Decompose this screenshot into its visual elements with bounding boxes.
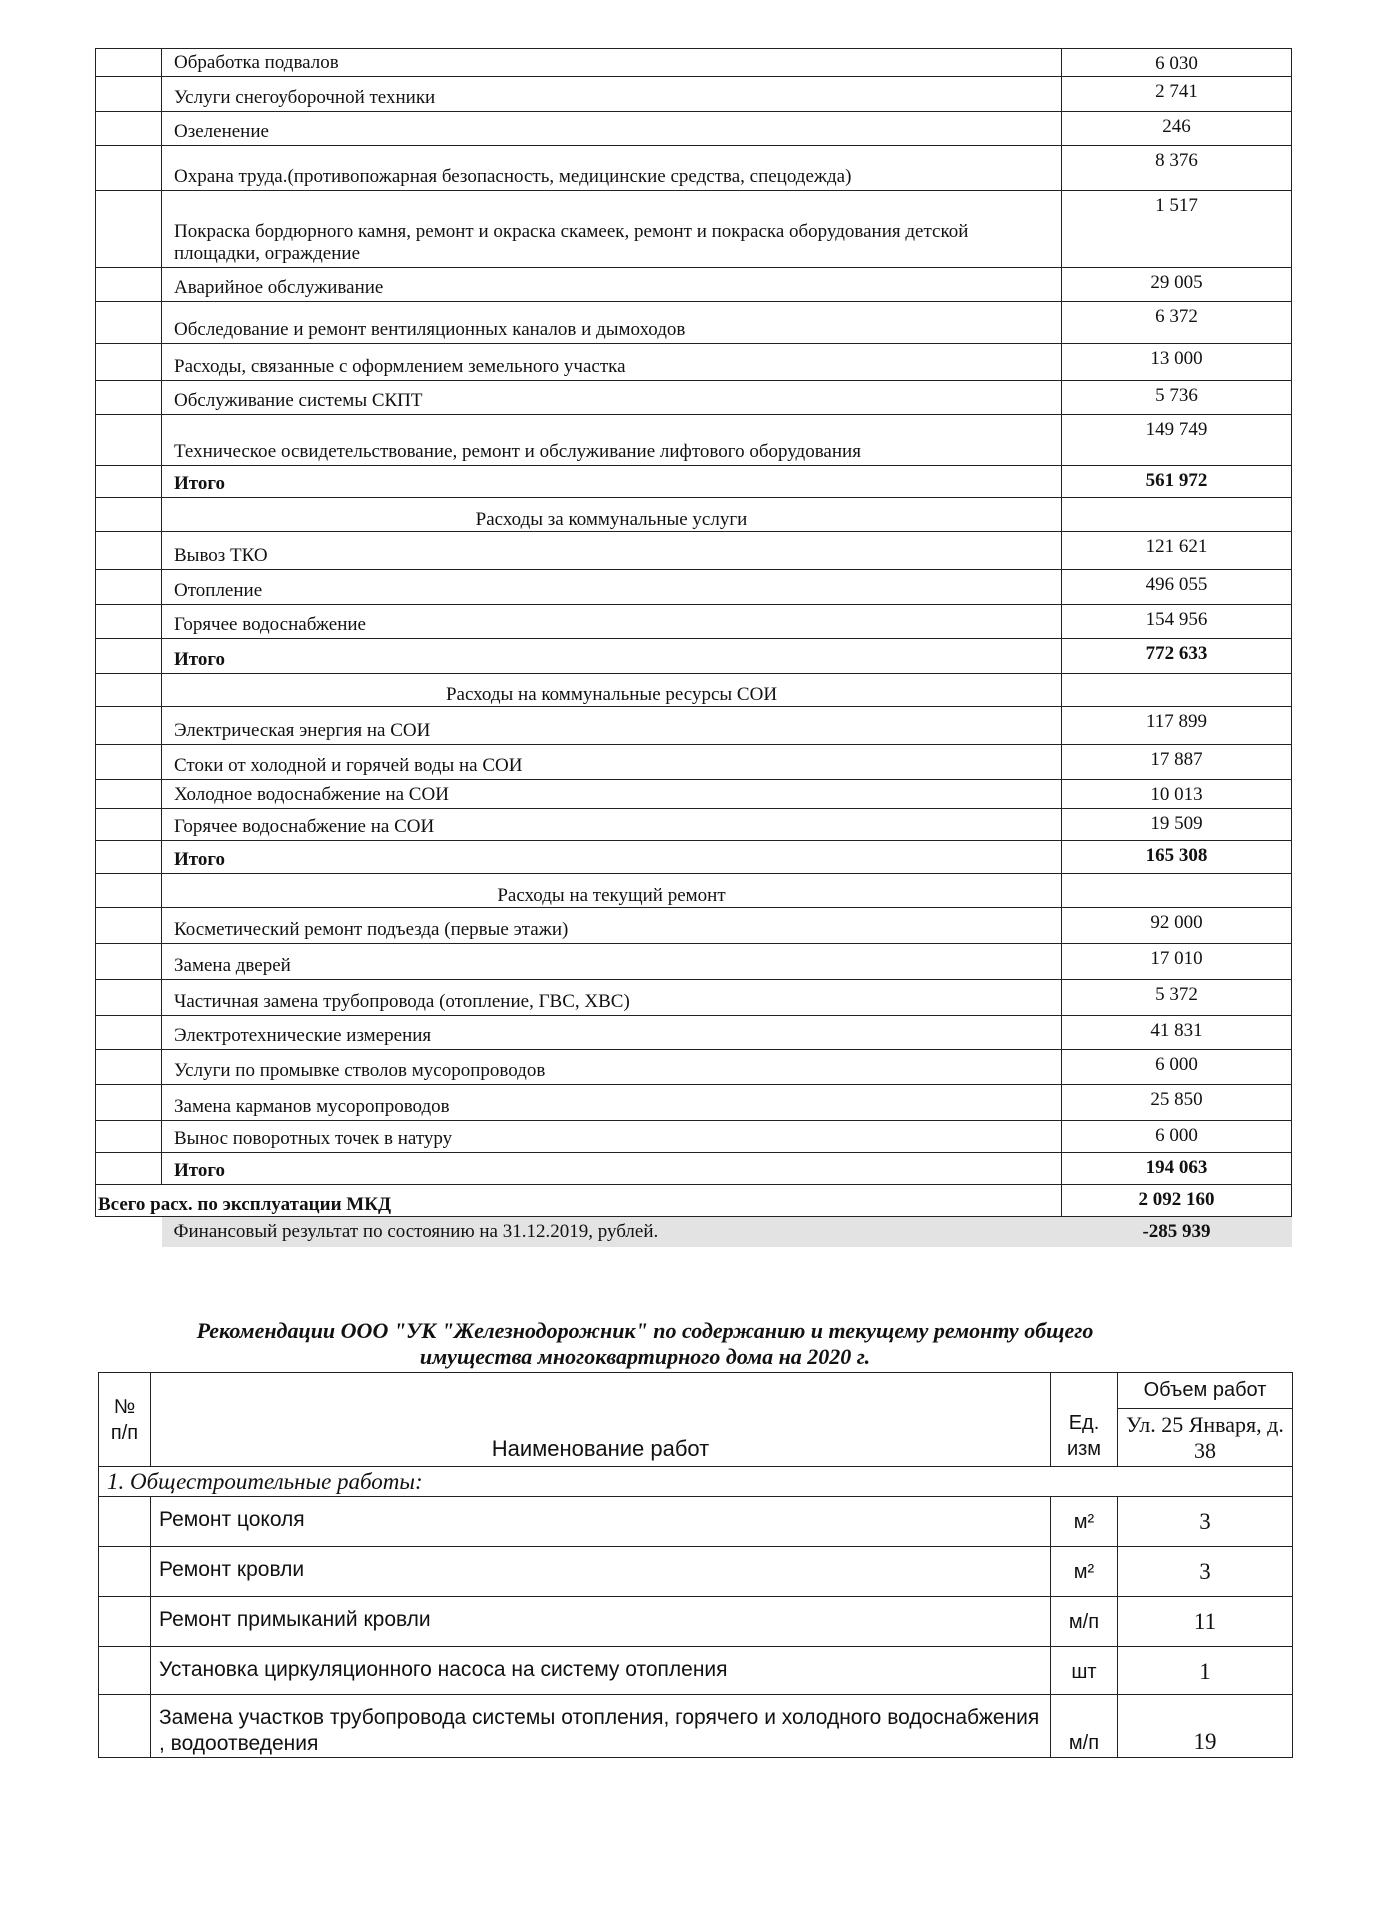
expense-value: 41 831 — [1062, 1016, 1292, 1050]
row-index-cell — [96, 466, 162, 498]
work-unit: м/п — [1051, 1597, 1118, 1647]
row-index-cell — [96, 1153, 162, 1185]
row-index-cell — [96, 944, 162, 980]
expense-value: 17 887 — [1062, 745, 1292, 780]
expense-name: Косметический ремонт подъезда (первые этажи) — [162, 908, 1062, 944]
work-row — [99, 1695, 1293, 1758]
expense-row — [96, 49, 1292, 77]
row-index-cell — [96, 980, 162, 1016]
total-row — [96, 466, 1292, 498]
expense-value: 6 000 — [1062, 1121, 1292, 1153]
row-index-cell — [96, 605, 162, 639]
row-index-cell — [96, 674, 162, 707]
expense-value: 561 972 — [1062, 466, 1292, 498]
work-name: Ремонт кровли — [151, 1547, 1051, 1597]
section-title: 1. Общестроительные работы: — [99, 1467, 1293, 1497]
row-index-cell — [96, 809, 162, 841]
row-index-cell — [96, 908, 162, 944]
recommendations-table — [98, 1372, 1293, 1758]
expense-value: 25 850 — [1062, 1085, 1292, 1121]
expense-name: Обследование и ремонт вентиляционных каналов и дымоходов — [162, 302, 1062, 344]
header-name: Наименование работ — [151, 1373, 1051, 1467]
row-index-cell — [96, 112, 162, 146]
expense-row — [96, 191, 1292, 268]
expense-name: Обработка подвалов — [162, 49, 1062, 77]
expense-value: 246 — [1062, 112, 1292, 146]
expense-name: Горячее водоснабжение на СОИ — [162, 809, 1062, 841]
expense-value: 2 741 — [1062, 77, 1292, 112]
expense-value: 5 372 — [1062, 980, 1292, 1016]
row-index-cell — [96, 639, 162, 674]
row-index-cell — [96, 344, 162, 381]
row-index-cell — [96, 415, 162, 466]
expense-value: 496 055 — [1062, 570, 1292, 605]
header-address: Ул. 25 Января, д. 38 — [1118, 1409, 1293, 1467]
expense-row — [96, 809, 1292, 841]
expense-row — [96, 570, 1292, 605]
expense-value: 5 736 — [1062, 381, 1292, 415]
work-name: Ремонт примыканий кровли — [151, 1597, 1051, 1647]
work-name: Установка циркуляционного насоса на систему отопления — [151, 1647, 1051, 1695]
expense-value: 6 030 — [1062, 49, 1292, 77]
expense-name: Услуги снегоуборочной техники — [162, 77, 1062, 112]
row-index-cell — [96, 302, 162, 344]
expense-value — [1062, 874, 1292, 908]
total-row — [96, 841, 1292, 874]
expense-value: 10 013 — [1062, 780, 1292, 809]
expense-name: Электротехнические измерения — [162, 1016, 1062, 1050]
expense-value — [1062, 674, 1292, 707]
section-row — [96, 498, 1292, 532]
row-index-cell — [96, 707, 162, 745]
row-index-cell — [96, 745, 162, 780]
expense-row — [96, 944, 1292, 980]
expense-row — [96, 980, 1292, 1016]
work-row — [99, 1597, 1293, 1647]
row-index-cell — [96, 191, 162, 268]
row-index-cell — [96, 268, 162, 302]
work-row — [99, 1647, 1293, 1695]
expense-name: Охрана труда.(противопожарная безопасность, медицинские средства, спецодежда) — [162, 146, 1062, 191]
expense-name: Вывоз ТКО — [162, 532, 1062, 570]
section-title: Расходы за коммунальные услуги — [162, 498, 1062, 532]
expense-row — [96, 146, 1292, 191]
expense-name: Обслуживание системы СКПТ — [162, 381, 1062, 415]
expense-value: 117 899 — [1062, 707, 1292, 745]
work-index-cell — [99, 1547, 151, 1597]
expense-name: Отопление — [162, 570, 1062, 605]
expense-row — [96, 268, 1292, 302]
work-unit: м² — [1051, 1547, 1118, 1597]
rec-header-row-1 — [99, 1373, 1293, 1409]
expense-name: Итого — [162, 1153, 1062, 1185]
expense-value: 165 308 — [1062, 841, 1292, 874]
expense-row — [96, 780, 1292, 809]
expenses-body — [96, 49, 1292, 1247]
section-row — [96, 874, 1292, 908]
work-name: Замена участков трубопровода системы отопления, горячего и холодного водоснабжения , водоотведения — [151, 1695, 1051, 1758]
work-unit: м² — [1051, 1497, 1118, 1547]
section-title: Расходы на текущий ремонт — [162, 874, 1062, 908]
expense-row — [96, 1050, 1292, 1085]
expense-row — [96, 532, 1292, 570]
expense-value: 194 063 — [1062, 1153, 1292, 1185]
expense-row — [96, 112, 1292, 146]
expense-name: Итого — [162, 639, 1062, 674]
expense-row — [96, 1016, 1292, 1050]
expenses-table — [95, 48, 1292, 1247]
row-index-cell — [96, 1085, 162, 1121]
expense-name: Расходы, связанные с оформлением земельного участка — [162, 344, 1062, 381]
expense-row — [96, 605, 1292, 639]
expense-name: Горячее водоснабжение — [162, 605, 1062, 639]
expense-name: Замена карманов мусоропроводов — [162, 1085, 1062, 1121]
work-volume: 11 — [1118, 1597, 1293, 1647]
recommendations-body — [99, 1497, 1293, 1758]
expense-name: Замена дверей — [162, 944, 1062, 980]
row-index-cell — [96, 498, 162, 532]
row-index-cell — [96, 1050, 162, 1085]
row-index-cell — [96, 1121, 162, 1153]
expense-name: Электрическая энергия на СОИ — [162, 707, 1062, 745]
expense-value: 121 621 — [1062, 532, 1292, 570]
expense-name: Стоки от холодной и горячей воды на СОИ — [162, 745, 1062, 780]
expense-value: 92 000 — [1062, 908, 1292, 944]
financial-result-value: -285 939 — [1062, 1217, 1292, 1247]
row-index-cell — [96, 874, 162, 908]
work-volume: 3 — [1118, 1497, 1293, 1547]
grand-total-value: 2 092 160 — [1062, 1185, 1292, 1217]
work-unit: м/п — [1051, 1695, 1118, 1758]
row-index-cell — [96, 570, 162, 605]
expense-value: 17 010 — [1062, 944, 1292, 980]
expense-value: 772 633 — [1062, 639, 1292, 674]
recommendations-title — [95, 1318, 1195, 1370]
expense-name: Покраска бордюрного камня, ремонт и окраска скамеек, ремонт и покраска оборудования детской площадки, ограждение — [162, 191, 1062, 268]
expense-row — [96, 344, 1292, 381]
work-row — [99, 1547, 1293, 1597]
expense-value: 13 000 — [1062, 344, 1292, 381]
work-unit: шт — [1051, 1647, 1118, 1695]
financial-result-label: Финансовый результат по состоянию на 31.12.2019, рублей. — [162, 1217, 1062, 1247]
expense-name: Услуги по промывке стволов мусоропроводов — [162, 1050, 1062, 1085]
expense-value: 6 372 — [1062, 302, 1292, 344]
expense-name: Аварийное обслуживание — [162, 268, 1062, 302]
expense-row — [96, 415, 1292, 466]
recommendations-title-line2: имущества многоквартирного дома на 2020 г. — [419, 1344, 871, 1369]
expense-name: Итого — [162, 466, 1062, 498]
total-row — [96, 1153, 1292, 1185]
work-index-cell — [99, 1497, 151, 1547]
financial-result-row — [96, 1217, 1292, 1247]
section-title: Расходы на коммунальные ресурсы СОИ — [162, 674, 1062, 707]
work-index-cell — [99, 1695, 151, 1758]
expense-name: Вынос поворотных точек в натуру — [162, 1121, 1062, 1153]
row-index-cell — [96, 381, 162, 415]
expense-value: 29 005 — [1062, 268, 1292, 302]
expense-name: Холодное водоснабжение на СОИ — [162, 780, 1062, 809]
expense-row — [96, 1085, 1292, 1121]
expense-value: 8 376 — [1062, 146, 1292, 191]
expense-row — [96, 745, 1292, 780]
expense-row — [96, 302, 1292, 344]
header-unit: Ед. изм — [1051, 1373, 1118, 1467]
row-index-cell — [96, 1016, 162, 1050]
grand-total-row — [96, 1185, 1292, 1217]
work-name: Ремонт цоколя — [151, 1497, 1051, 1547]
work-volume: 19 — [1118, 1695, 1293, 1758]
work-index-cell — [99, 1597, 151, 1647]
row-index-cell — [96, 146, 162, 191]
work-volume: 1 — [1118, 1647, 1293, 1695]
row-index-cell — [96, 780, 162, 809]
section-row — [96, 674, 1292, 707]
row-index-cell — [96, 532, 162, 570]
expense-row — [96, 908, 1292, 944]
expense-value: 149 749 — [1062, 415, 1292, 466]
expense-row — [96, 707, 1292, 745]
work-index-cell — [99, 1647, 151, 1695]
expense-name: Озеленение — [162, 112, 1062, 146]
recommendations-title-line1: Рекомендации ООО "УК "Железнодорожник" по содержанию и текущему ремонту общего — [196, 1318, 1094, 1343]
total-row — [96, 639, 1292, 674]
row-index-cell — [96, 49, 162, 77]
header-num: № п/п — [99, 1373, 151, 1467]
work-row — [99, 1497, 1293, 1547]
row-index-cell — [96, 77, 162, 112]
grand-total-label: Всего расх. по эксплуатации МКД — [96, 1185, 1062, 1217]
expense-name: Техническое освидетельствование, ремонт и обслуживание лифтового оборудования — [162, 415, 1062, 466]
expense-value: 1 517 — [1062, 191, 1292, 268]
expense-name: Частичная замена трубопровода (отопление, ГВС, ХВС) — [162, 980, 1062, 1016]
expense-value: 19 509 — [1062, 809, 1292, 841]
rec-section-row — [99, 1467, 1293, 1497]
expense-row — [96, 381, 1292, 415]
expense-value — [1062, 498, 1292, 532]
expense-value: 6 000 — [1062, 1050, 1292, 1085]
expense-row — [96, 1121, 1292, 1153]
expense-row — [96, 77, 1292, 112]
header-volume: Объем работ — [1118, 1373, 1293, 1409]
row-index-cell — [96, 841, 162, 874]
expense-value: 154 956 — [1062, 605, 1292, 639]
expense-name: Итого — [162, 841, 1062, 874]
work-volume: 3 — [1118, 1547, 1293, 1597]
financial-result-spacer — [96, 1217, 162, 1247]
